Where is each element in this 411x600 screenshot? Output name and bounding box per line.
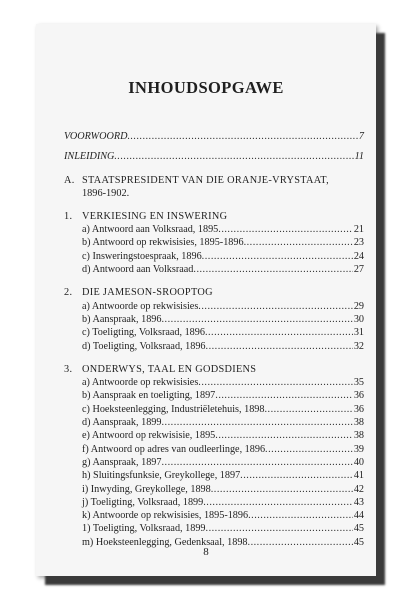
dot-leader xyxy=(211,483,353,496)
dot-leader xyxy=(215,389,353,402)
dot-leader xyxy=(244,236,353,249)
toc-entry-label: d) Toeligting, Volksraad, 1896 xyxy=(82,340,206,352)
section-title: STAATSPRESIDENT VAN DIE ORANJE-VRYSTAAT, xyxy=(82,174,330,186)
toc-entry-page: 31 xyxy=(353,327,364,339)
toc-entry-label: a) Antwoorde op rekwisisies xyxy=(82,377,199,389)
section-title: ONDERWYS, TAAL EN GODSDIENS xyxy=(82,363,257,375)
toc-entry-page: 42 xyxy=(353,483,364,495)
dot-leader xyxy=(215,429,353,442)
toc-entry-page: 27 xyxy=(353,264,364,276)
toc-entry-page: 23 xyxy=(353,237,364,249)
dot-leader xyxy=(193,263,352,276)
dot-leader xyxy=(198,300,353,313)
toc-entry-page: 24 xyxy=(353,250,364,262)
toc-entry-label: a) Antwoord aan Volksraad, 1895 xyxy=(82,224,219,236)
toc-entry xyxy=(64,263,364,276)
toc-entry-label: INLEIDING xyxy=(64,151,115,163)
section-title: DIE JAMESON-SROOPTOG xyxy=(82,287,213,299)
dot-leader xyxy=(162,313,353,326)
section-heading xyxy=(64,363,364,376)
toc-entry xyxy=(64,443,364,456)
toc-entry xyxy=(64,483,364,496)
dot-leader xyxy=(202,250,353,263)
dot-leader xyxy=(206,522,353,535)
toc-entry xyxy=(64,236,364,249)
table-of-contents xyxy=(64,130,364,549)
toc-entry-label: g) Aanspraak, 1897 xyxy=(82,456,162,468)
toc-entry xyxy=(64,376,364,389)
toc-entry-label: m) Hoeksteenlegging, Gedenksaal, 1898 xyxy=(82,536,248,548)
toc-entry xyxy=(64,509,364,522)
toc-entry xyxy=(64,496,364,509)
section-number: A. xyxy=(64,174,75,186)
toc-entry xyxy=(64,223,364,236)
section-heading xyxy=(64,210,364,223)
section-a-heading xyxy=(64,174,364,187)
page-title: INHOUDSOPGAWE xyxy=(128,78,284,97)
toc-entry-inleiding xyxy=(64,150,364,163)
toc-entry-label: f) Antwoord op adres van oudleerlinge, 1896 xyxy=(82,443,266,455)
toc-entry-label: d) Antwoord aan Volksraad xyxy=(82,264,194,276)
toc-entry xyxy=(64,326,364,339)
toc-entry-label: e) Antwoord op rekwisisie, 1895 xyxy=(82,430,216,442)
dot-leader xyxy=(206,340,353,353)
section-number: 1. xyxy=(64,210,73,222)
toc-entry-page: 36 xyxy=(353,390,364,402)
toc-entry xyxy=(64,456,364,469)
dot-leader xyxy=(240,469,353,482)
toc-entry-page: 39 xyxy=(353,443,364,455)
toc-entry xyxy=(64,313,364,326)
dot-leader xyxy=(162,416,353,429)
toc-entry-label: c) Hoeksteenlegging, Industriëletehuis, 1898 xyxy=(82,403,265,415)
section-number: 3. xyxy=(64,363,73,375)
dot-leader xyxy=(265,443,353,456)
toc-entry-page: 21 xyxy=(353,224,364,236)
toc-entry-page: 29 xyxy=(353,300,364,312)
dot-leader xyxy=(114,150,353,163)
toc-entry xyxy=(64,522,364,535)
toc-entry xyxy=(64,469,364,482)
toc-entry-label: k) Antwoorde op rekwisisies, 1895-1896 xyxy=(82,510,249,522)
toc-entry-label: c) Toeligting, Volksraad, 1896 xyxy=(82,327,205,339)
section-title: VERKIESING EN INSWERING xyxy=(82,210,228,222)
toc-entry xyxy=(64,389,364,402)
dot-leader xyxy=(162,456,353,469)
toc-entry xyxy=(64,340,364,353)
toc-entry-label: i) Inwyding, Greykollege, 1898 xyxy=(82,483,211,495)
toc-entry-page: 11 xyxy=(354,151,364,163)
toc-entry-page: 38 xyxy=(353,417,364,429)
toc-entry xyxy=(64,403,364,416)
dot-leader xyxy=(203,496,353,509)
toc-entry-label: h) Sluitingsfunksie, Greykollege, 1897 xyxy=(82,470,241,482)
dot-leader xyxy=(248,509,353,522)
toc-entry-label: a) Antwoorde op rekwisisies xyxy=(82,300,199,312)
section-heading xyxy=(64,286,364,299)
toc-entry-page: 36 xyxy=(353,403,364,415)
toc-entry-page: 41 xyxy=(353,470,364,482)
toc-entry-label: b) Antwoord op rekwisisies, 1895-1896 xyxy=(82,237,244,249)
page-number: 8 xyxy=(203,546,209,558)
toc-entry-voorwoord xyxy=(64,130,364,143)
dot-leader xyxy=(218,223,353,236)
toc-entry-label: b) Aanspraak, 1896 xyxy=(82,313,162,325)
toc-entry-label: d) Aanspraak, 1899 xyxy=(82,417,162,429)
dot-leader xyxy=(127,130,357,143)
toc-entry xyxy=(64,300,364,313)
toc-entry-label: VOORWOORD xyxy=(64,131,128,142)
toc-entry-page: 40 xyxy=(353,456,364,468)
toc-entry-label: 1) Toeligting, Volksraad, 1899 xyxy=(82,523,206,535)
toc-entry-page: 35 xyxy=(353,377,364,389)
toc-entry-label: c) Insweringstoespraak, 1896 xyxy=(82,250,202,262)
dot-leader xyxy=(198,376,353,389)
toc-entry-page: 7 xyxy=(358,131,364,142)
toc-entry xyxy=(64,416,364,429)
toc-entry-page: 44 xyxy=(353,510,364,522)
dot-leader xyxy=(264,403,352,416)
toc-entry-page: 43 xyxy=(353,496,364,508)
toc-entry-page: 45 xyxy=(353,536,364,548)
toc-entry-label: j) Toeligting, Volksraad, 1899 xyxy=(82,496,204,508)
book-page xyxy=(36,24,376,576)
toc-entry-label: b) Aanspraak en toeligting, 1897 xyxy=(82,390,216,402)
toc-entry-page: 38 xyxy=(353,430,364,442)
section-number: 2. xyxy=(64,287,73,299)
dot-leader xyxy=(205,326,353,339)
toc-entry-page: 32 xyxy=(353,340,364,352)
toc-entry-page: 45 xyxy=(353,523,364,535)
toc-entry xyxy=(64,429,364,442)
toc-entry-page: 30 xyxy=(353,313,364,325)
toc-sections xyxy=(64,210,364,549)
toc-entry xyxy=(64,250,364,263)
section-a-title-continuation: 1896-1902. xyxy=(82,187,130,199)
